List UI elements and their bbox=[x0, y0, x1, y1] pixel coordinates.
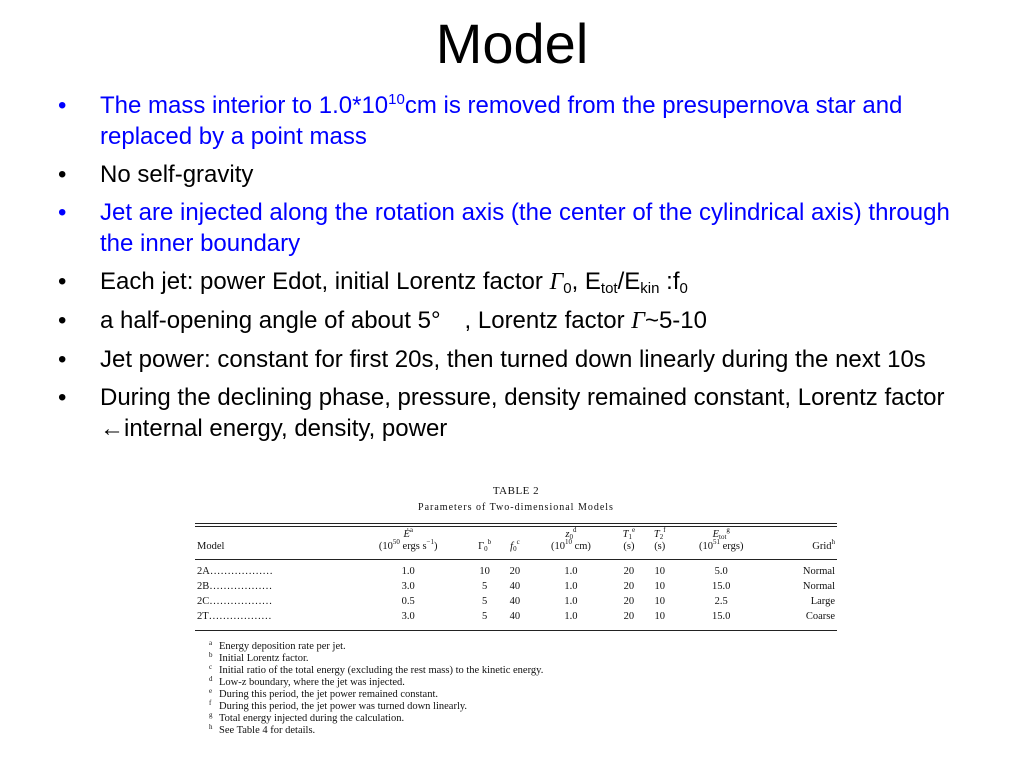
slide-title: Model bbox=[435, 12, 589, 75]
ekin-subscript: kin bbox=[640, 280, 660, 297]
footnote: b Initial Lorentz factor. bbox=[209, 651, 309, 664]
footnote: h See Table 4 for details. bbox=[209, 723, 316, 736]
table-row bbox=[195, 609, 837, 624]
bullet-list bbox=[58, 90, 988, 451]
bullet-text: No self-gravity bbox=[100, 161, 254, 188]
bullet-text: /E bbox=[617, 268, 641, 295]
footnote: a Energy deposition rate per jet. bbox=[209, 639, 346, 652]
cell-f0: 20 bbox=[509, 566, 521, 577]
header-gamma0: Γ0$^b$ bbox=[478, 538, 492, 553]
bullet-jet-power bbox=[58, 344, 988, 375]
parameters-table-figure bbox=[195, 484, 837, 764]
bullet-text: Each jet: power Edot, initial Lorentz factor bbox=[100, 268, 550, 295]
header-f0: f0$^c$ bbox=[510, 538, 520, 553]
header-t1: T1e (s) bbox=[622, 526, 636, 552]
header-edot: $Ė^a$ ($10^{50}$ ergs $s^{-1}$) bbox=[378, 526, 438, 552]
bullet-superscript: 10 bbox=[388, 91, 405, 108]
bullet-marker: • bbox=[58, 268, 67, 295]
gamma-symbol: Γ bbox=[631, 308, 645, 334]
bullet-marker: • bbox=[58, 92, 67, 119]
bullet-text: a half-opening angle of about 5° , Lorentz factor bbox=[100, 307, 632, 334]
cell-t1: 20 bbox=[623, 596, 635, 607]
cell-z0: 1.0 bbox=[564, 611, 578, 622]
cell-t1: 20 bbox=[623, 611, 635, 622]
header-etot: Etot$^g$ ($10^{51}$ ergs) bbox=[699, 526, 744, 552]
cell-etot: 15.0 bbox=[712, 581, 731, 592]
cell-etot: 2.5 bbox=[714, 596, 728, 607]
bullet-marker: • bbox=[58, 307, 67, 334]
cell-t2: 10 bbox=[654, 596, 665, 607]
bullet-marker: • bbox=[58, 346, 67, 373]
cell-edot: 1.0 bbox=[401, 566, 415, 577]
cell-z0: 1.0 bbox=[564, 566, 578, 577]
cell-gamma0: 5 bbox=[482, 611, 488, 622]
cell-etot: 15.0 bbox=[712, 611, 731, 622]
bullet-opening-angle bbox=[58, 305, 988, 337]
table-top-rule bbox=[195, 523, 837, 524]
cell-edot: 0.5 bbox=[401, 596, 415, 607]
table-caption-title: Parameters of Two-dimensional Models bbox=[418, 502, 614, 513]
header-grid: Grid$^h$ bbox=[812, 538, 835, 552]
footnote: f During this period, the jet power was turned down linearly. bbox=[209, 699, 468, 712]
bullet-text: , E bbox=[571, 268, 601, 295]
bullet-text: ~5-10 bbox=[644, 307, 707, 334]
cell-t2: 10 bbox=[654, 611, 665, 622]
cell-grid: Coarse bbox=[805, 611, 835, 622]
table-bottom-rule bbox=[195, 630, 837, 631]
footnote: g Total energy injected during the calculation. bbox=[209, 711, 405, 724]
cell-f0: 40 bbox=[509, 611, 521, 622]
cell-grid: Normal bbox=[802, 581, 835, 592]
gamma-subscript: 0 bbox=[563, 280, 572, 297]
header-t2: T2$^f$ (s) bbox=[653, 526, 666, 552]
bullet-text: cm is removed from the presupernova star and replaced by a point mass bbox=[100, 92, 903, 150]
table-caption-number: TABLE 2 bbox=[492, 485, 540, 497]
footnote: d Low-z boundary, where the jet was injected. bbox=[209, 675, 405, 688]
cell-f0: 40 bbox=[509, 581, 521, 592]
header-model: Model bbox=[197, 541, 225, 552]
cell-model: 2T……………… bbox=[197, 611, 272, 622]
bullet-no-self-gravity bbox=[58, 159, 988, 190]
cell-z0: 1.0 bbox=[564, 596, 578, 607]
cell-t2: 10 bbox=[654, 566, 665, 577]
bullet-marker: • bbox=[58, 384, 67, 411]
table-header-row bbox=[195, 527, 837, 553]
table-footnotes bbox=[195, 641, 837, 737]
footnote: c Initial ratio of the total energy (excluding the rest mass) to the kinetic energy. bbox=[209, 663, 544, 676]
bullet-text: During the declining phase, pressure, density remained constant, Lorentz factor ←internal energy, density, power bbox=[100, 384, 945, 442]
cell-model: 2B……………… bbox=[197, 581, 273, 592]
f-subscript: 0 bbox=[679, 280, 688, 297]
cell-edot: 3.0 bbox=[401, 581, 415, 592]
table-row bbox=[195, 560, 837, 579]
gamma-symbol: Γ bbox=[549, 269, 564, 295]
bullet-text: :f bbox=[659, 268, 680, 295]
cell-t1: 20 bbox=[623, 566, 635, 577]
footnote: e During this period, the jet power remained constant. bbox=[209, 687, 438, 700]
cell-edot: 3.0 bbox=[401, 611, 415, 622]
cell-t2: 10 bbox=[654, 581, 665, 592]
header-z0: z0$^d$ ($10^{10}$ cm) bbox=[550, 526, 591, 552]
cell-model: 2A……………… bbox=[197, 566, 273, 577]
bullet-mass-interior bbox=[58, 90, 988, 152]
cell-z0: 1.0 bbox=[564, 581, 578, 592]
cell-grid: Large bbox=[810, 596, 835, 607]
bullet-declining-phase bbox=[58, 382, 988, 444]
cell-model: 2C……………… bbox=[197, 596, 273, 607]
bullet-jet-injection bbox=[58, 197, 988, 259]
cell-gamma0: 10 bbox=[479, 566, 490, 577]
bullet-marker: • bbox=[58, 199, 67, 226]
cell-t1: 20 bbox=[623, 581, 635, 592]
cell-etot: 5.0 bbox=[714, 566, 728, 577]
bullet-text: Jet are injected along the rotation axis (the center of the cylindrical axis) through the inner boundary bbox=[100, 199, 950, 257]
table-row bbox=[195, 594, 837, 609]
cell-gamma0: 5 bbox=[482, 581, 488, 592]
etot-subscript: tot bbox=[600, 280, 618, 297]
table-row bbox=[195, 579, 837, 594]
bullet-jet-parameters bbox=[58, 266, 988, 298]
parameters-table bbox=[195, 527, 837, 631]
cell-grid: Normal bbox=[802, 566, 835, 577]
bullet-text: Jet power: constant for first 20s, then turned down linearly during the next 10s bbox=[100, 346, 926, 373]
cell-gamma0: 5 bbox=[482, 596, 488, 607]
bullet-text: The mass interior to 1.0*10 bbox=[100, 92, 389, 119]
bullet-marker: • bbox=[58, 161, 67, 188]
cell-f0: 40 bbox=[509, 596, 521, 607]
